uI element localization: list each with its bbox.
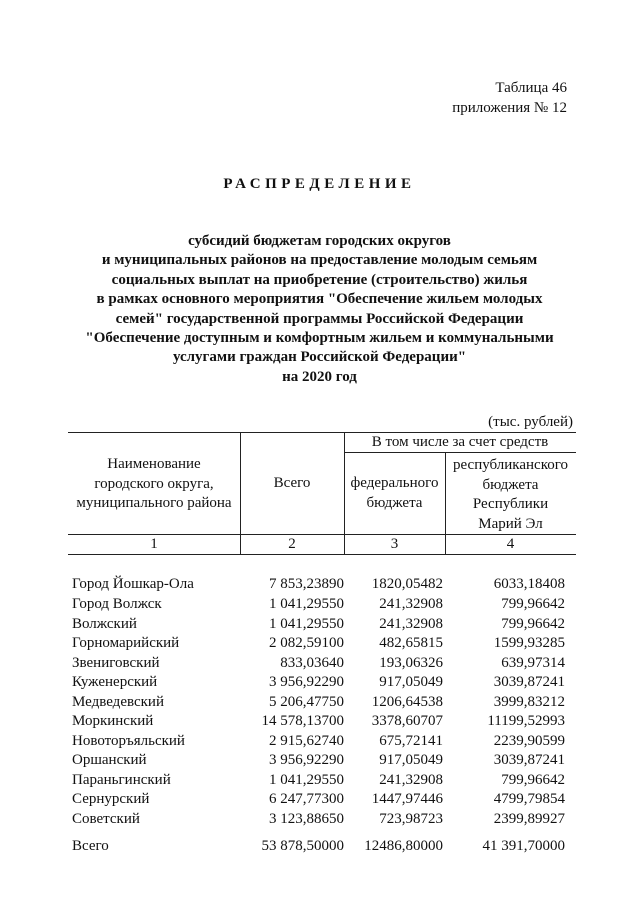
cell-federal: 241,32908 [379,616,443,632]
cell-total: 3 123,88650 [269,811,344,827]
document-subtitle [60,232,579,387]
column-number-2: 2 [288,536,296,552]
table-row [0,653,639,673]
table-row [0,731,639,751]
cell-total: 3 956,92290 [269,674,344,690]
header-name-line: муниципального района [76,495,232,511]
table-row [0,692,639,712]
cell-name: Город Волжск [72,596,162,612]
cell-name: Куженерский [72,674,158,690]
cell-total: 2 915,62740 [269,733,344,749]
header-republic-line: Республики [472,496,549,512]
cell-federal: 241,32908 [379,772,443,788]
cell-federal: 482,65815 [379,635,443,651]
table-row [0,633,639,653]
cell-name: Параньгинский [72,772,171,788]
cell-name: Советский [72,811,140,827]
cell-republic: 4799,79854 [493,791,565,807]
header-federal-line: федерального [350,475,439,491]
header-name-line: городского округа, [94,475,214,492]
cell-federal: 1206,64538 [371,694,443,710]
header-name [68,455,240,514]
cell-republic: 2239,90599 [493,733,565,749]
cell-federal: 241,32908 [379,596,443,612]
cell-total: 6 247,77300 [269,791,344,807]
cell-federal: 675,72141 [379,733,443,749]
subtitle-line: на 2020 год [282,368,357,385]
cell-republic: 1599,93285 [493,635,565,651]
cell-name: Новоторъяльский [72,733,185,749]
cell-name: Моркинский [72,713,154,729]
cell-federal: 917,05049 [379,752,443,768]
table-row [0,672,639,692]
cell-total: 53 878,50000 [261,838,344,854]
header-name-line: Наименование [107,456,201,472]
cell-republic: 11199,52993 [487,713,565,729]
cell-federal: 1447,97446 [371,791,443,807]
table-row [0,574,639,594]
cell-name: Медведевский [72,694,164,710]
table-row [0,711,639,731]
cell-republic: 799,96642 [501,616,565,632]
table-reference [452,78,567,118]
subtitle-line: услугами граждан Российской Федерации" [172,349,467,366]
subtitle-line: и муниципальных районов на предоставление молодым семьям [101,252,538,269]
document-title: РАСПРЕДЕЛЕНИЕ [223,176,416,192]
appendix-number: приложения № 12 [452,100,567,116]
cell-total: 1 041,29550 [269,596,344,612]
table-row [0,614,639,634]
cell-total: 1 041,29550 [269,772,344,788]
subtitle-line: социальных выплат на приобретение (строительство) жилья [111,271,528,288]
cell-name: Сернурский [72,791,150,807]
subtitle-line: "Обеспечение доступным и комфортным жильем и коммунальными [85,330,554,347]
table-row [0,750,639,770]
cell-name: Оршанский [72,752,147,768]
table-number: Таблица 46 [495,80,567,96]
header-republic-line: Марий Эл [478,515,543,532]
cell-federal: 723,98723 [379,811,443,827]
table-row [0,789,639,809]
table-row [0,594,639,614]
header-group: В том числе за счет средств [371,434,549,450]
cell-federal: 917,05049 [379,674,443,690]
header-federal-line: бюджета [366,494,423,511]
cell-total: 7 853,23890 [269,576,344,592]
subtitle-line: семей" государственной программы Российской Федерации [115,310,524,327]
total-row [0,836,639,856]
cell-total: 2 082,59100 [269,635,344,651]
cell-republic: 799,96642 [501,596,565,612]
subtitle-line: субсидий бюджетам городских округов [188,233,451,249]
table-row [0,809,639,829]
cell-republic: 639,97314 [501,655,565,671]
cell-republic: 6033,18408 [493,576,565,592]
cell-name: Звениговский [72,655,160,671]
header-total: Всего [273,475,311,491]
column-number-1: 1 [150,536,158,552]
cell-federal: 12486,80000 [364,838,443,854]
units-label: (тыс. рублей) [488,414,573,430]
column-number-3: 3 [390,536,399,552]
cell-total: 14 578,13700 [261,713,344,729]
cell-republic: 799,96642 [501,772,565,788]
cell-republic: 3999,83212 [493,694,565,710]
header-republic-line: бюджета [482,476,539,493]
subtitle-line: в рамках основного мероприятия "Обеспечение жильем молодых [96,291,543,308]
cell-name: Всего [72,838,109,854]
cell-total: 833,03640 [280,655,344,671]
cell-republic: 41 391,70000 [482,838,565,854]
cell-name: Горномарийский [72,635,180,651]
header-republic-line: республиканского [453,457,568,473]
cell-republic: 2399,89927 [493,811,565,827]
header-federal [344,474,445,513]
table-row [0,770,639,790]
cell-name: Город Йошкар-Ола [72,576,194,592]
header-republic [445,456,576,534]
cell-federal: 1820,05482 [371,576,443,592]
cell-total: 3 956,92290 [269,752,344,768]
cell-republic: 3039,87241 [493,674,565,690]
cell-total: 1 041,29550 [269,616,344,632]
cell-federal: 193,06326 [379,655,443,671]
cell-name: Волжский [72,616,137,632]
cell-total: 5 206,47750 [269,694,344,710]
column-number-4: 4 [506,536,515,552]
cell-federal: 3378,60707 [371,713,443,729]
cell-republic: 3039,87241 [493,752,565,768]
